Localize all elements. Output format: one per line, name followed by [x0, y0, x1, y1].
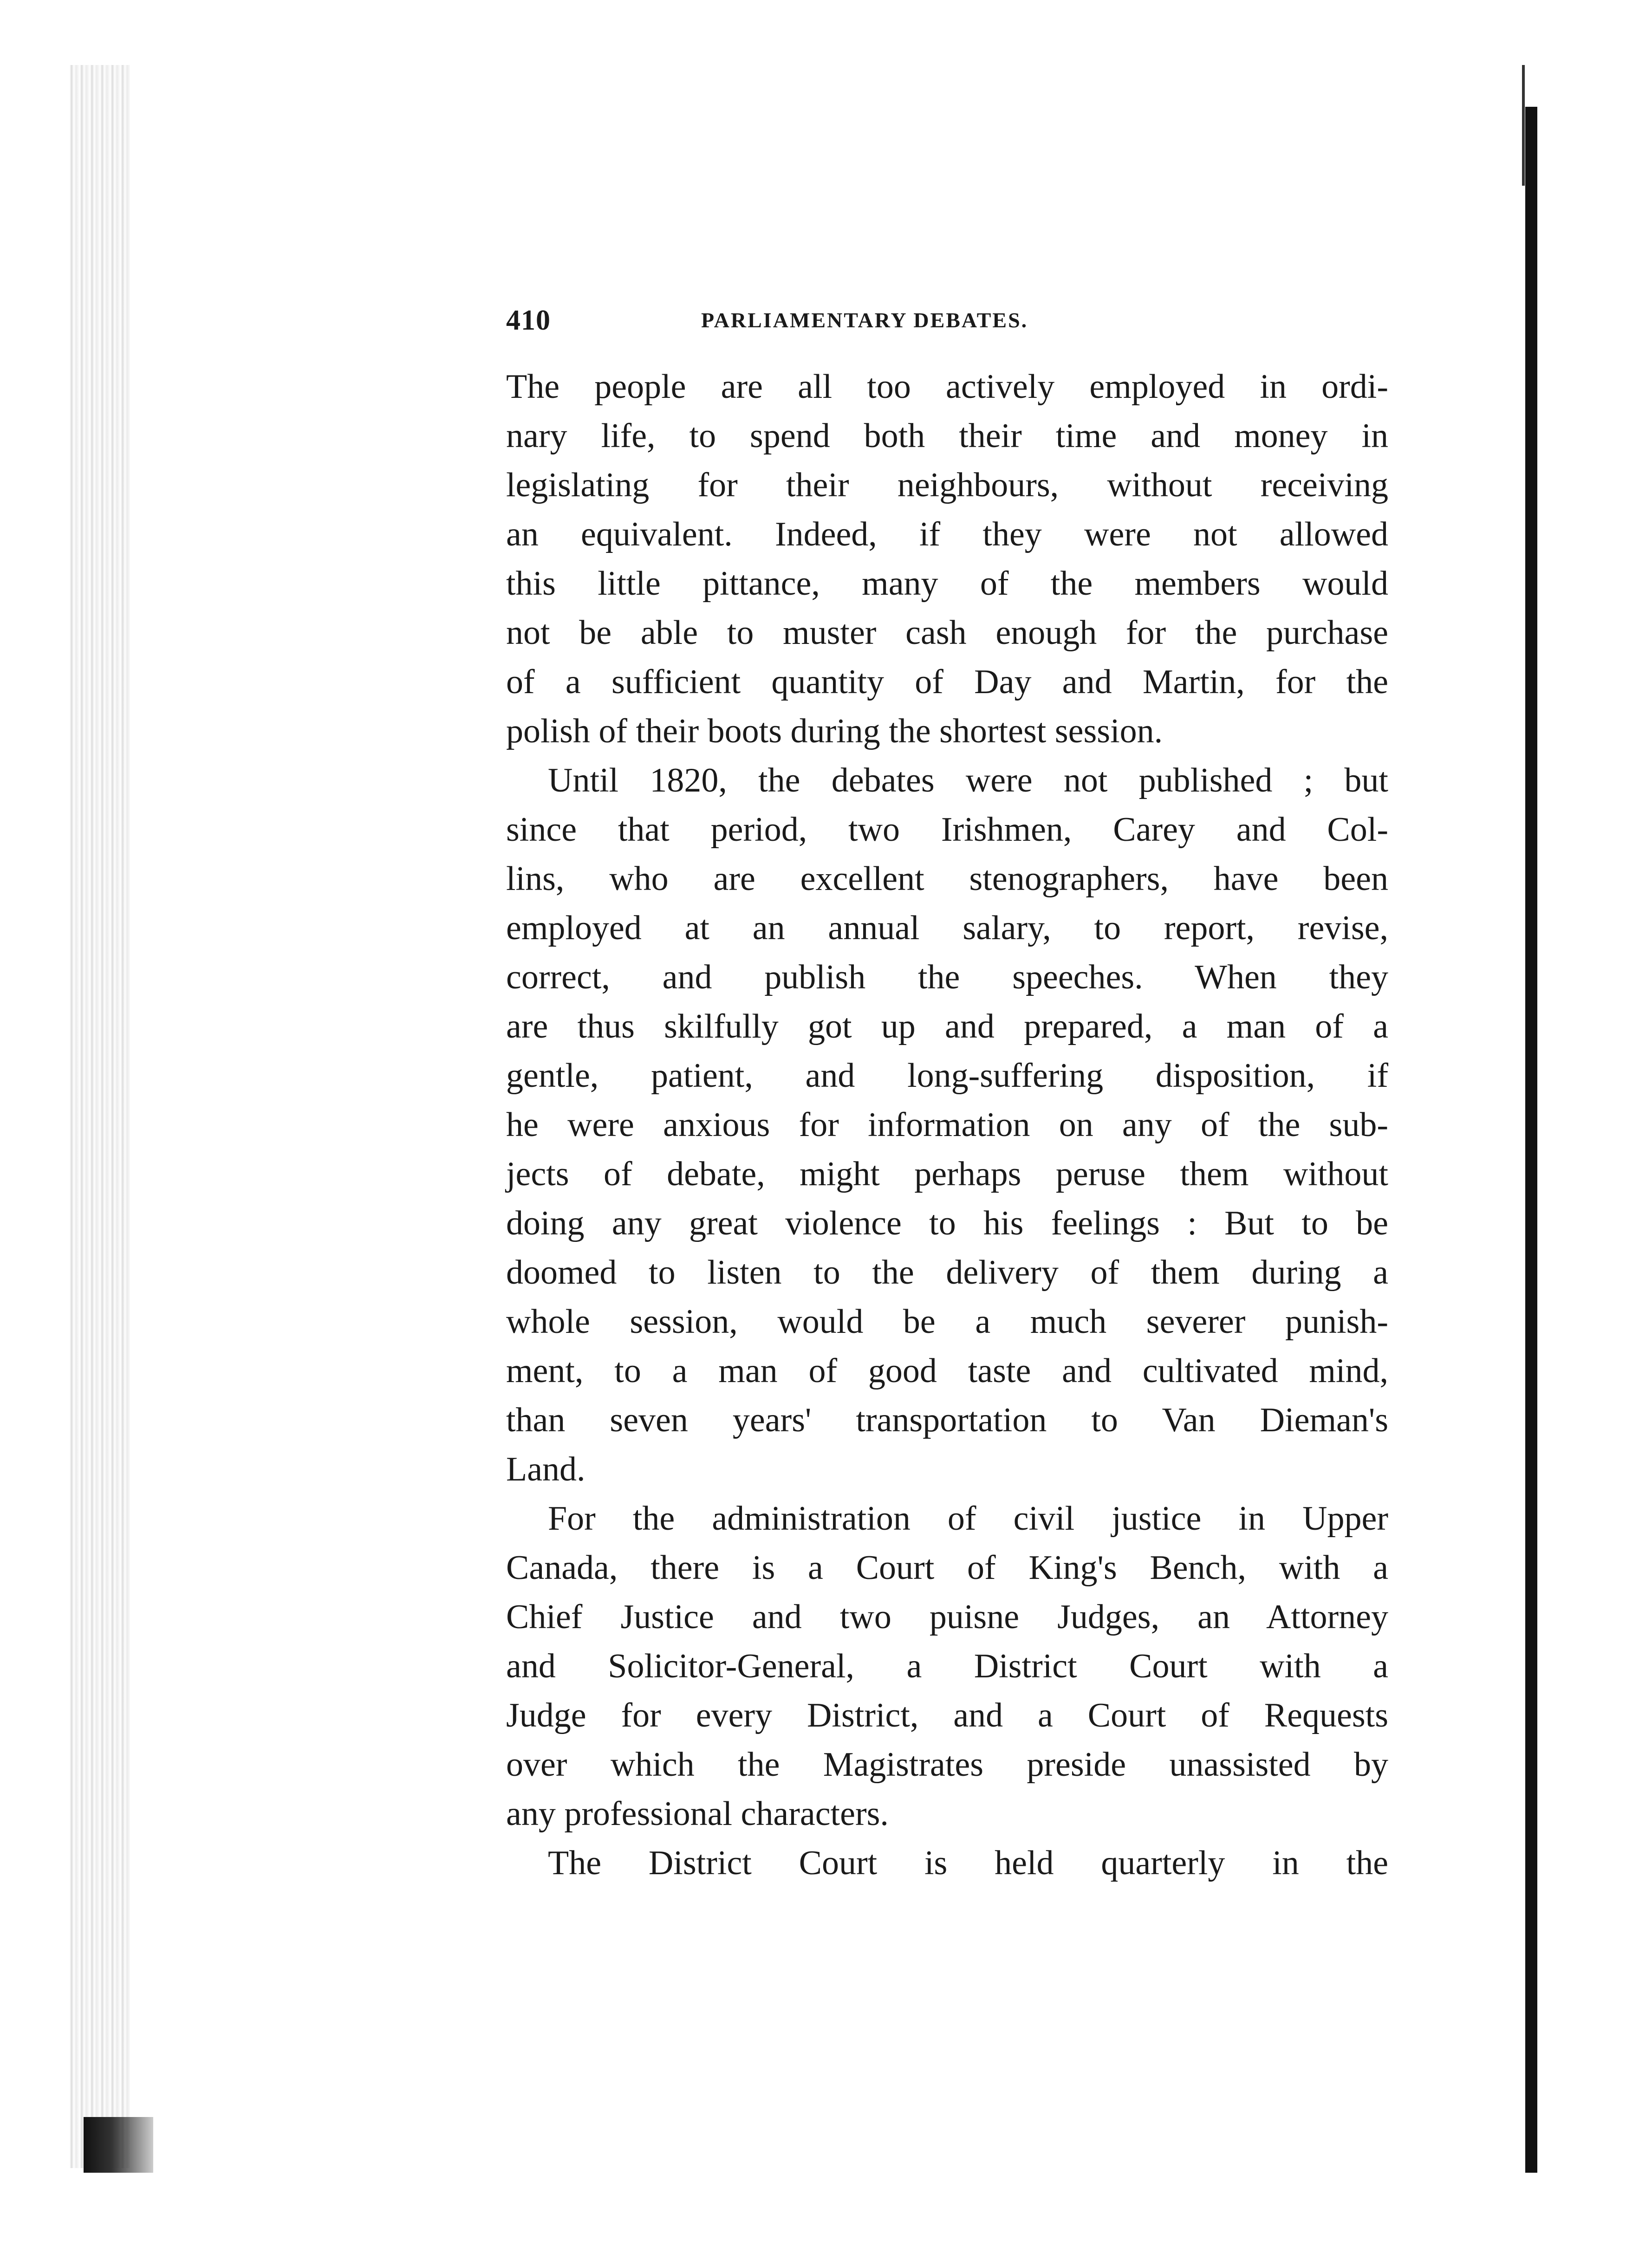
text-line: nary life, to spend both their time and money in	[506, 417, 1388, 455]
body-text	[506, 362, 1388, 1888]
text-line: Judge for every District, and a Court of Requests	[506, 1696, 1388, 1734]
scan-left-edge-shadow	[84, 2117, 153, 2173]
text-line: any professional characters.	[506, 1795, 889, 1833]
text-line: not be able to muster cash enough for the purchase	[506, 614, 1388, 652]
scan-right-edge	[1525, 107, 1537, 2173]
text-line: correct, and publish the speeches. When they	[506, 958, 1388, 996]
text-line: The people are all too actively employed in ordi-	[506, 368, 1388, 406]
text-line: doing any great violence to his feelings : But to be	[506, 1204, 1388, 1242]
text-line: Chief Justice and two puisne Judges, an Attorney	[506, 1598, 1388, 1636]
text-line: are thus skilfully got up and prepared, a man of a	[506, 1007, 1388, 1046]
text-line: Canada, there is a Court of King's Bench, with a	[506, 1549, 1388, 1587]
text-line: Until 1820, the debates were not published ; but	[548, 761, 1388, 799]
text-line: ment, to a man of good taste and cultivated mind,	[506, 1352, 1388, 1390]
text-line: jects of debate, might perhaps peruse them without	[506, 1155, 1388, 1193]
text-line: For the administration of civil justice in Upper	[548, 1500, 1388, 1538]
text-line: this little pittance, many of the members would	[506, 565, 1388, 603]
text-line: legislating for their neighbours, without receiving	[506, 466, 1388, 504]
text-line: over which the Magistrates preside unassisted by	[506, 1746, 1388, 1784]
scan-left-edge	[70, 65, 130, 2168]
text-line: polish of their boots during the shortest session.	[506, 712, 1163, 750]
text-line: Land.	[506, 1450, 585, 1488]
text-line: since that period, two Irishmen, Carey and Col-	[506, 811, 1388, 849]
text-line: than seven years' transportation to Van Dieman's	[506, 1401, 1388, 1439]
page-number: 410	[506, 305, 551, 336]
text-line: lins, who are excellent stenographers, have been	[506, 860, 1388, 898]
running-head	[506, 304, 1388, 346]
running-head-title: PARLIAMENTARY DEBATES.	[701, 308, 1028, 332]
text-line: doomed to listen to the delivery of them during a	[506, 1253, 1388, 1292]
text-line: of a sufficient quantity of Day and Martin, for the	[506, 663, 1388, 701]
scan-right-edge-thin	[1522, 65, 1525, 186]
text-line: an equivalent. Indeed, if they were not allowed	[506, 515, 1388, 553]
text-line: whole session, would be a much severer punish-	[506, 1303, 1388, 1341]
text-line: The District Court is held quarterly in the	[548, 1844, 1388, 1882]
text-line: he were anxious for information on any of the sub-	[506, 1106, 1388, 1144]
text-line: employed at an annual salary, to report, revise,	[506, 909, 1388, 947]
text-line: and Solicitor-General, a District Court with a	[506, 1647, 1388, 1685]
text-line: gentle, patient, and long-suffering disposition, if	[506, 1057, 1388, 1095]
